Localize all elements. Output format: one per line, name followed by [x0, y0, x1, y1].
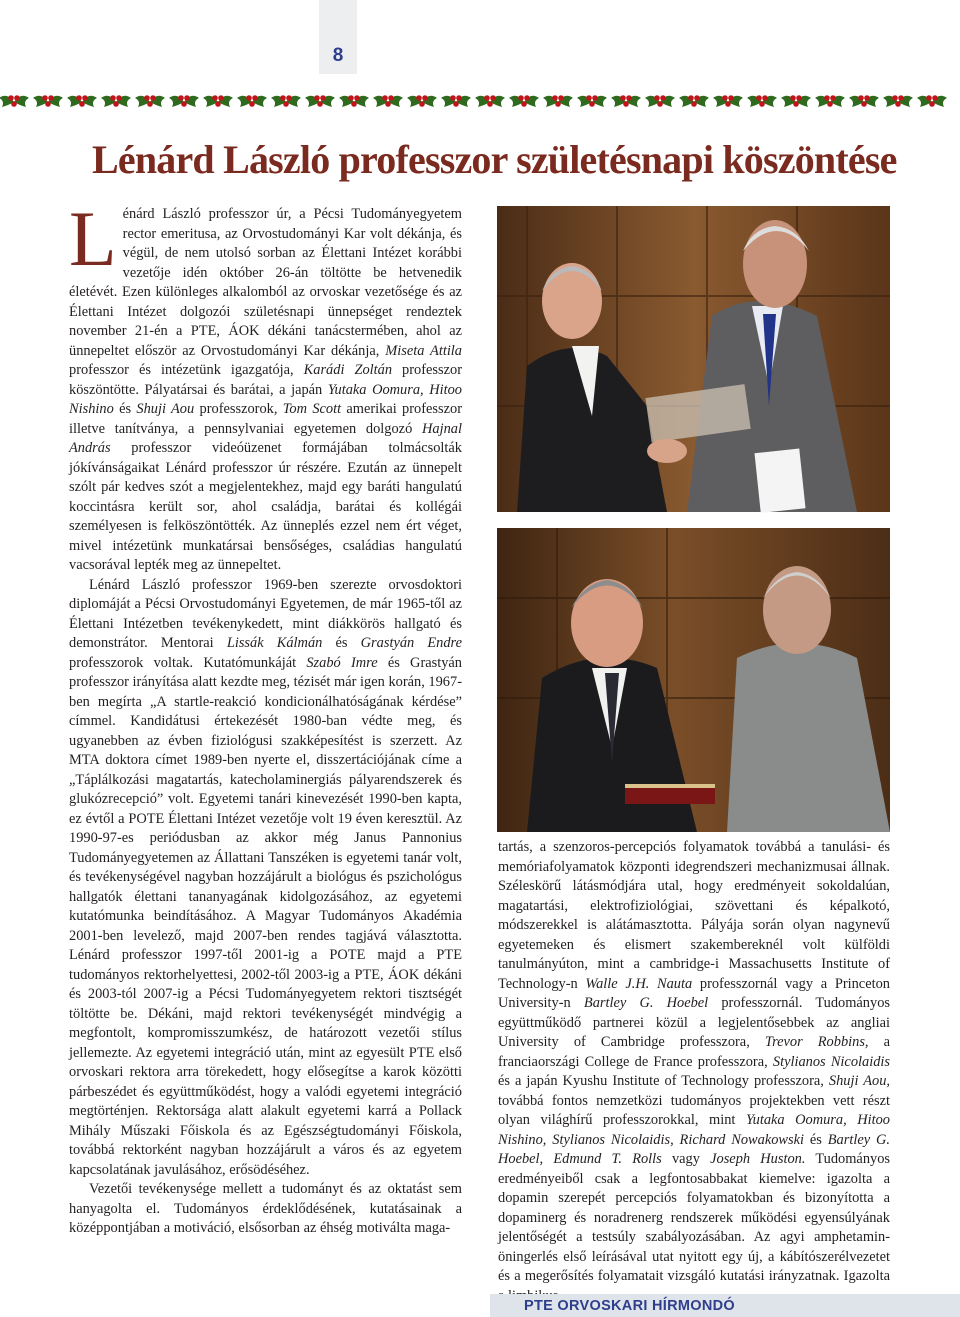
photo-handshake [497, 206, 890, 512]
article-column-right [498, 838, 890, 1288]
article-title: Lénárd László professzor születésnapi köszöntése [92, 137, 897, 182]
footer-bar [490, 1294, 960, 1317]
footer-publication-name: PTE ORVOSKARI HÍRMONDÓ [524, 1298, 735, 1314]
page-number-tab [319, 0, 357, 74]
drop-cap: L [69, 195, 117, 282]
article-paragraph-2: Lénárd László professzor 1969-ben szerezte orvosdoktori diplomáját a Pécsi Orvostudományi Egyetemen, de már 1965-től az Élettani Intézetben tevékenykedett, mint diákkörös hallgató és demonstrátor. Mentorai Lissák Kálmán és Grastyán Endre professzorok voltak. Kutatómunkáját Szabó Imre és Grastyán professzor irányítása alatt kezdte meg, tézisét már igen korán, 1967-ben megírta „A startle-reakció kondicionálhatóságának kérdése” címmel. Kandidátusi értekezését 1980-ban védte meg, és ugyanebben az évben fiziológusi szakképesítést is szerzett. Az MTA doktora címet 1989-ben nyerte el, disszertációjának címe a „Táplálkozási magatartás, katecholaminergiás pályarendszerek és glukózrecepció” volt. Egyetemi tanári kinevezését 1990-ben kapta, ez évtől a POTE Élettani Intézet vezetője volt 19 éven keresztül. Az 1990-97-es periódusban az akkor még Janus Pannonius Tudományegyetemen az Állattani Tanszéken is egyetemi tanár volt, és tevékenységével nagyban hozzájárult a biológus és pszichológus hallgatók élettani tananyagának kidolgozásához, az egyetemi kutatómunka beindításához. A Magyar Tudományos Akadémia 2001-ben levelező, majd 2007-ben rendes tagjává választotta. Lénárd professzor 1997-től 2001-ig a POTE majd a PTE tudományos rektorhelyettesi, 2002-től 2003-ig a PTE, ÁOK dékáni és 2003-tól 2007-ig a Pécsi Tudományegyetem rektori tisztségét töltötte be. Dékáni, majd rektori tevékenységét mindvégig a megfontolt, kompromisszumkész, de határozott vezetői stílus jellemezte. Az egyetemi integráció után, mint az egyesült PTE első orvoskari rektora arra törekedett, hogy elősegítse a karok közötti párbeszédet és együttműködést, hogy a valódi egyetemi integráció megtörténjen. Rektorsága alatt alakult egyetemi karrá a Pollack Mihály Műszaki Főiskola és az Egészségtudományi Főiskola, továbbá rektorként nagyban hozzájárult a város és az egyetem kapcsolatának javulásához, erősödéséhez. [69, 576, 463, 1178]
photo-gift-presentation [497, 528, 890, 832]
paragraph-1-text: énárd László professzor úr, a Pécsi Tudományegyetem rector emeritusa, az Orvostudományi Kar volt dékánja, és végül, de nem utolsó sorban az Élettani Intézet korábbi vezetője idén október 26-án töltötte be hetvenedik életévét. Ezen különleges alkalomból az orvoskar vezetősége és az Élettani Intézet dolgozói születésnapi ünnepséget rendeztek november 21-én a PTE, ÁOK dékáni tanácstermében, ahol az ünnepeltet először az Orvostudományi Kar dékánja, Miseta Attila professzor és intézetünk igazgatója, Karádi Zoltán professzor köszöntötte. Pályatársai és barátai, a japán Yutaka Oomura, Hitoo Nishino és Shuji Aou professzorok, Tom Scott amerikai professzor illetve tanítványa, a pennsylvaniai egyetemen dolgozó Hajnal András professzor videóüzenet formájában tolmácsolták jókívánságaikat Lénárd professzor úr részére. Ezután az ünnepelt szólt pár kedves szót a megjelentekhez, majd egy baráti hangulatú koccintásra került sor, ahol családja, barátai és kollégái személyesen is felköszöntötték. Az ünneplés ezzel nem ért véget, mivel intézetünk munkatársai bensőséges, családias hangulatú vacsorával lepték meg az ünnepeltet. [69, 206, 463, 573]
page-number: 8 [332, 45, 344, 66]
holly-garland-decoration [0, 87, 960, 117]
article-paragraph-1 [69, 195, 463, 576]
article-column-left [69, 195, 463, 1290]
article-paragraph-4: tartás, a szenzoros-percepciós folyamatok továbbá a tanulási- és memóriafolyamatok központi idegrendszeri mechanizmusai állnak. Széleskörű látásmódjára utal, hogy eredményeit sokoldalúan, magatartási, elektrofiziológiai, szövettani és képalkotó, módszerekkel is alátámasztotta. Pályája során olyan nagynevű egyetemeken és elismert szakembereknél volt külföldi tanulmányúton, mint a cambridge-i Massachusetts Institute of Technology-n Walle J.H. Nauta professzornál vagy a Princeton University-n Bartley G. Hoebel professzornál. Tudományos együttműködő partnerei közül a legjelentősebbek az angliai University of Cambridge professzora, Trevor Robbins, a franciaországi College de France professzora, Stylianos Nicolaidis és a japán Kyushu Institute of Technology professzora, Shuji Aou, továbbá fontos nemzetközi tudományos projektekben vett részt olyan világhírű professzorokkal, mint Yutaka Oomura, Hitoo Nishino, Stylianos Nicolaidis, Richard Nowakowski és Bartley G. Hoebel, Edmund T. Rolls vagy Joseph Huston. Tudományos eredményeiből csak a legfontosabbakat kiemelve: igazolta a dopamin szerepét percepciós folyamatokban és bizonyította a dopaminerg és noradrenerg rendszerek működési egyensúlyának jelentőségét a testsúly szabályozásában. Az agyi amphetamin-öningerlés első leírásával utat nyitott egy új, a kábítószerélvezetet és a megerősítés folyamatait vizsgáló kutatási irányzatnak. Igazolta [498, 839, 891, 1284]
article-paragraph-3: Vezetői tevékenysége mellett a tudományt és az oktatást sem hanyagolta el. Tudományos érdeklődésének, kutatásainak a középpontjában a motiváció, elsősorban az éhség motiválta maga- [69, 1181, 462, 1236]
